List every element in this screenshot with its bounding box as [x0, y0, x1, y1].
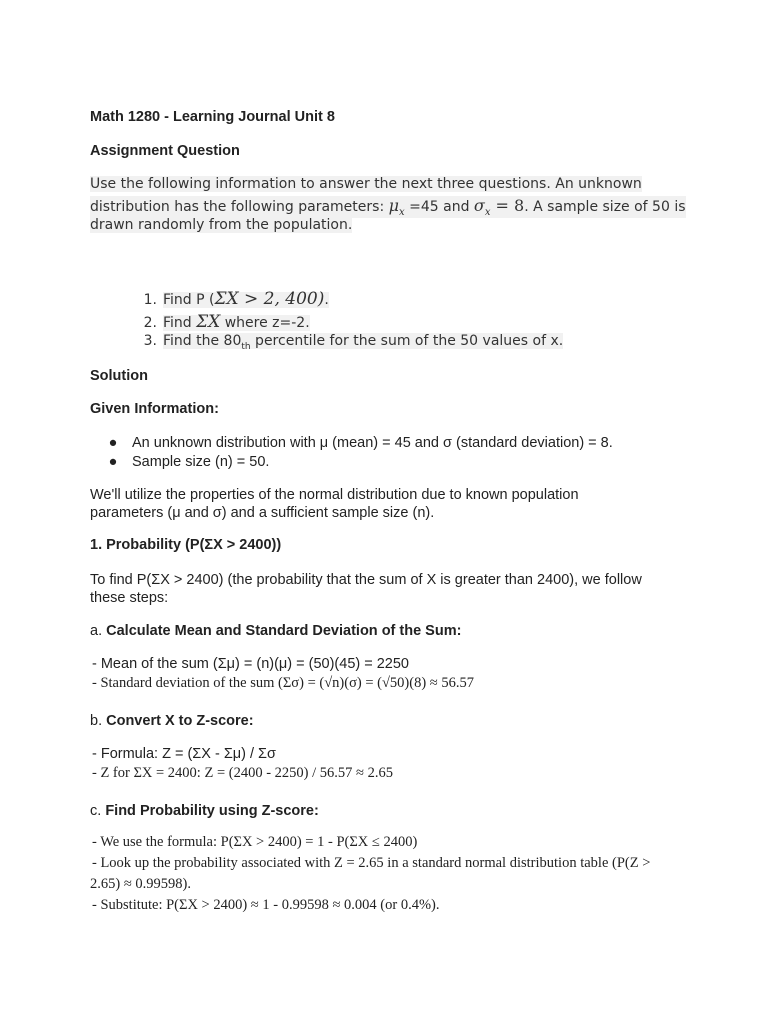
step-a-line-2: - Standard deviation of the sum (Σσ) = (√n)(σ) = (√50)(8) ≈ 56.57 [92, 675, 475, 691]
utilize-line-2: parameters (μ and σ) and a sufficient sample size (n). [90, 505, 435, 521]
find-line-1: To find P(ΣX > 2400) (the probability that the sum of X is greater than 2400), we follow [90, 572, 642, 588]
step-c-heading: c. Find Probability using Z-score: [90, 803, 319, 819]
step-c-line-3: 2.65) ≈ 0.99598). [90, 876, 191, 892]
section-1-heading: 1. Probability (P(ΣX > 2400)) [90, 537, 282, 553]
step-b-line-1: - Formula: Z = (ΣX - Σμ) / Σσ [92, 746, 276, 762]
solution-heading: Solution [90, 368, 148, 384]
sigma-symbol: σ [473, 196, 485, 215]
step-b-heading: b. Convert X to Z-score: [90, 713, 254, 729]
find-line-2: these steps: [90, 590, 169, 606]
utilize-line-1: We'll utilize the properties of the normal distribution due to known population [90, 487, 579, 503]
assignment-heading: Assignment Question [90, 143, 240, 159]
list-item: ● Sample size (n) = 50. [108, 454, 270, 470]
given-heading: Given Information: [90, 401, 219, 417]
list-item: ● An unknown distribution with μ (mean) = 45 and σ (standard deviation) = 8. [108, 435, 613, 451]
step-c-line-1: - We use the formula: P(ΣX > 2400) = 1 - P(ΣX ≤ 2400) [92, 834, 418, 850]
page-title: Math 1280 - Learning Journal Unit 8 [90, 109, 335, 125]
step-a-line-1: - Mean of the sum (Σμ) = (n)(μ) = (50)(45) = 2250 [92, 656, 409, 672]
step-b-line-2: - Z for ΣX = 2400: Z = (2400 - 2250) / 56.57 ≈ 2.65 [92, 765, 393, 781]
mu-symbol: μ [388, 196, 400, 215]
question-1: 1. Find P (ΣX > 2, 400). [143, 289, 329, 309]
step-c-line-2: - Look up the probability associated with Z = 2.65 in a standard normal distribution table (P(Z > [92, 855, 651, 871]
intro-line-2: distribution has the following parameters: $\mu_x =45$ and $\sigma_x = 8$. A sample size of 50 is [90, 196, 686, 218]
intro-line-1: Use the following information to answer the next three questions. An unknown [90, 176, 642, 192]
step-a-heading: a. Calculate Mean and Standard Deviation of the Sum: [90, 623, 462, 639]
intro-line-3: drawn randomly from the population. [90, 217, 353, 233]
step-c-line-4: - Substitute: P(ΣX > 2400) ≈ 1 - 0.99598 ≈ 0.004 (or 0.4%). [92, 897, 440, 913]
question-3: 3. Find the $80_{th}$ percentile for the sum of the 50 values of x. [143, 333, 564, 352]
question-2: 2. Find ΣX where z=-2. [143, 312, 310, 332]
